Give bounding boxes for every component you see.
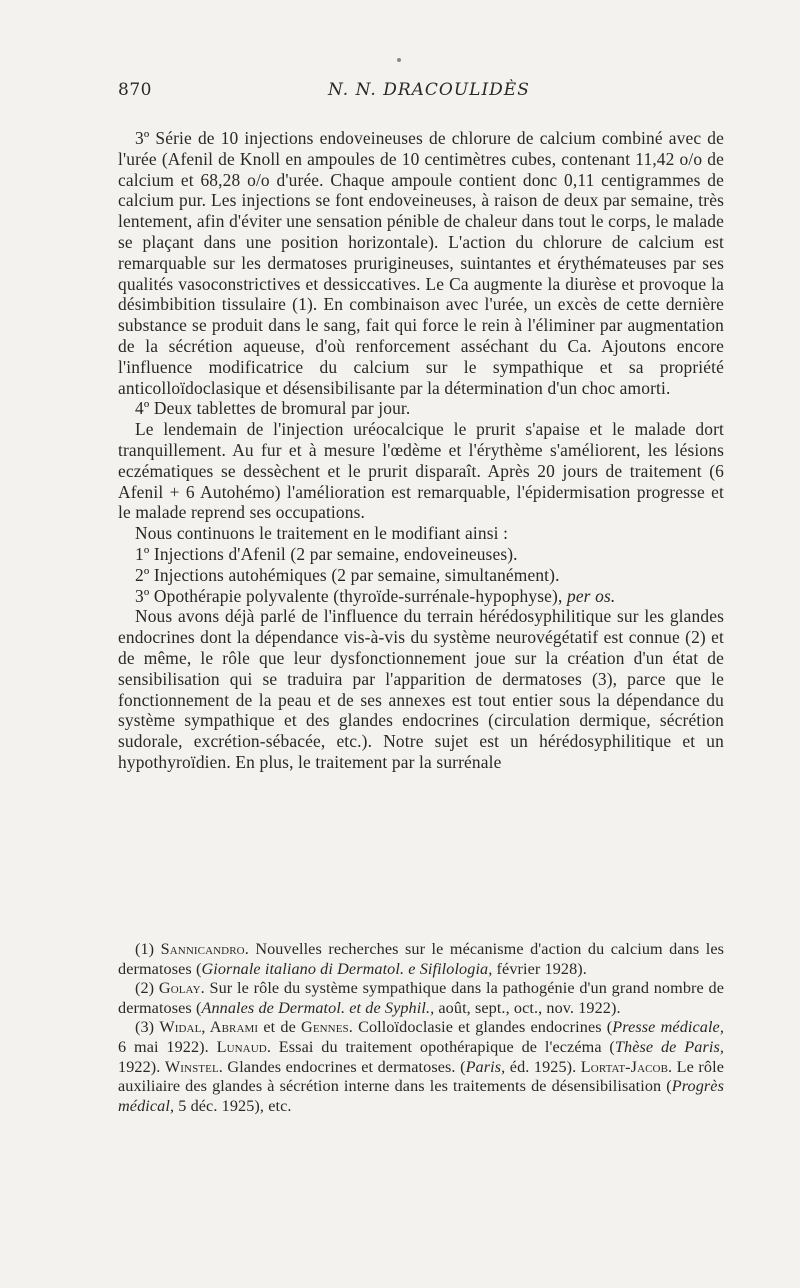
- footnote-number: (3): [135, 1018, 160, 1037]
- footnote-author: Winstel: [164, 1057, 219, 1076]
- list-item-3-text: 3º Opothérapie polyvalente (thyroïde-surrénale-hypophyse),: [135, 585, 567, 606]
- footnote-text: . Essai du traitement opothérapique de l'eczéma (: [266, 1037, 615, 1056]
- running-title: N. N. DRACOULIDÈS: [328, 80, 530, 100]
- footnote-text: 5 déc. 1925), etc.: [174, 1096, 292, 1115]
- footnote-text: 6 mai 1922).: [118, 1037, 217, 1056]
- footnote-journal: Annales de Dermatol. et de Syphil.,: [201, 998, 435, 1017]
- footnote-author: Lunaud: [216, 1037, 267, 1056]
- paragraph-item-4: 4º Deux tablettes de bromural par jour.: [135, 398, 411, 419]
- footnote-author: Lortat-Jacob: [580, 1057, 669, 1076]
- ink-speck: [397, 58, 401, 62]
- footnote-text: . Le rôle auxiliaire des glandes à sécrétion interne dans les traitements de désensibilisation (: [118, 1057, 725, 1096]
- footnote-text: . Colloïdoclasie et glandes endocrines (: [348, 1018, 613, 1037]
- list-item-3: [118, 586, 724, 607]
- footnote-journal: Presse médicale,: [612, 1018, 724, 1037]
- list-item-3-italic: per os.: [566, 585, 616, 606]
- footnotes: [118, 940, 724, 1116]
- footnote-text: 1922).: [118, 1057, 165, 1076]
- body-text: [118, 128, 724, 773]
- paragraph-item-3: 3º Série de 10 injections endoveineuses de chlorure de calcium combiné avec de l'urée (Afenil de Knoll en ampoules de 10 centimètres cubes, contenant 11,42 o/o de calcium et 68,28 o/o d'urée. Chaque ampoule contient donc 0,11 centigrammes de calcium pur. Les injections se font endoveineuses, à raison de deux par semaine, très lentement, afin d'éviter une sensation pénible de chaleur dans tout le corps, le malade se plaçant dans une position horizontale). L'action du chlorure de calcium est remarquable sur les dermatoses prurigineuses, suintantes et érythémateuses par ses qualités vasoconstrictives et dessiccatives. Le Ca augmente la diurèse et provoque la désimbibition tissulaire (1). En combinaison avec l'urée, un excès de cette dernière substance se produit dans le sang, fait qui force le rein à l'éliminer par augmentation de la sécrétion aqueuse, d'où renforcement asséchant du Ca. Ajoutons encore l'influence modificatrice du calcium sur le sympathique et sa propriété anticolloïdoclasique et désensibilisante par la détermination d'un choc amorti.: [118, 128, 724, 398]
- footnote-journal: Thèse de Paris,: [614, 1037, 724, 1056]
- footnote-journal: Giornale italiano di Dermatol. e Sifilologia,: [201, 959, 493, 978]
- footnote-author: Gennes: [301, 1018, 349, 1037]
- paragraph-discussion: Nous avons déjà parlé de l'influence du terrain hérédosyphilitique sur les glandes endocrines dont la dépendance vis-à-vis du système neurovégétatif est connue (2) et de même, le rôle que leur dysfonctionnement joue sur la création d'un état de sensibilisation qui se traduira par l'apparition de dermatoses (3), parce que le fonctionnement de la peau et de ses annexes est tout entier sous la dépendance du système sympathique et des glandes endocrines (circulation dermique, sécrétion sudorale, excrétion-sébacée, etc.). Notre sujet est un hérédosyphilitique et un hypothyroïdien. En plus, le traitement par la surrénale: [118, 606, 724, 772]
- footnote-text: et de: [258, 1018, 302, 1037]
- footnote-text: août, sept., oct., nov. 1922).: [434, 998, 621, 1017]
- footnote-journal: Progrès médical,: [118, 1077, 724, 1115]
- footnote-2: [118, 979, 724, 1018]
- list-item-2: 2º Injections autohémiques (2 par semaine, simultanément).: [135, 564, 560, 585]
- footnote-text: éd. 1925).: [505, 1057, 581, 1076]
- footnote-author: Widal, Abrami: [159, 1018, 259, 1037]
- footnote-text: . Glandes endocrines et dermatoses. (: [218, 1057, 466, 1076]
- footnote-text: . Nouvelles recherches sur le mécanisme d'action du calcium dans les dermatoses (: [118, 940, 724, 978]
- footnote-journal: Paris,: [465, 1057, 506, 1076]
- page-number: 870: [118, 80, 152, 100]
- list-item-1: 1º Injections d'Afenil (2 par semaine, endoveineuses).: [135, 543, 518, 564]
- footnote-3: [118, 1018, 724, 1116]
- footnote-1: [118, 940, 724, 979]
- footnote-number: (1): [135, 940, 161, 958]
- footnote-text: février 1928).: [492, 959, 587, 978]
- footnote-author: Golay: [158, 979, 201, 998]
- footnote-text: . Sur le rôle du système sympathique dans la pathogénie d'un grand nombre de dermatoses (: [118, 979, 724, 1017]
- footnote-author: Sannicandro: [160, 940, 245, 958]
- footnote-number: (2): [135, 979, 159, 998]
- paragraph-result: Le lendemain de l'injection uréocalcique le prurit s'apaise et le malade dort tranquillement. Au fur et à mesure l'œdème et l'érythème s'améliorent, les lésions eczématiques se dessèchent et le prurit disparaît. Après 20 jours de traitement (6 Afenil + 6 Autohémo) l'amélioration est remarquable, l'épidermisation progresse et le malade reprend ses occupations.: [118, 419, 724, 523]
- running-head: [118, 80, 724, 106]
- paragraph-continuation: Nous continuons le traitement en le modifiant ainsi :: [135, 523, 509, 544]
